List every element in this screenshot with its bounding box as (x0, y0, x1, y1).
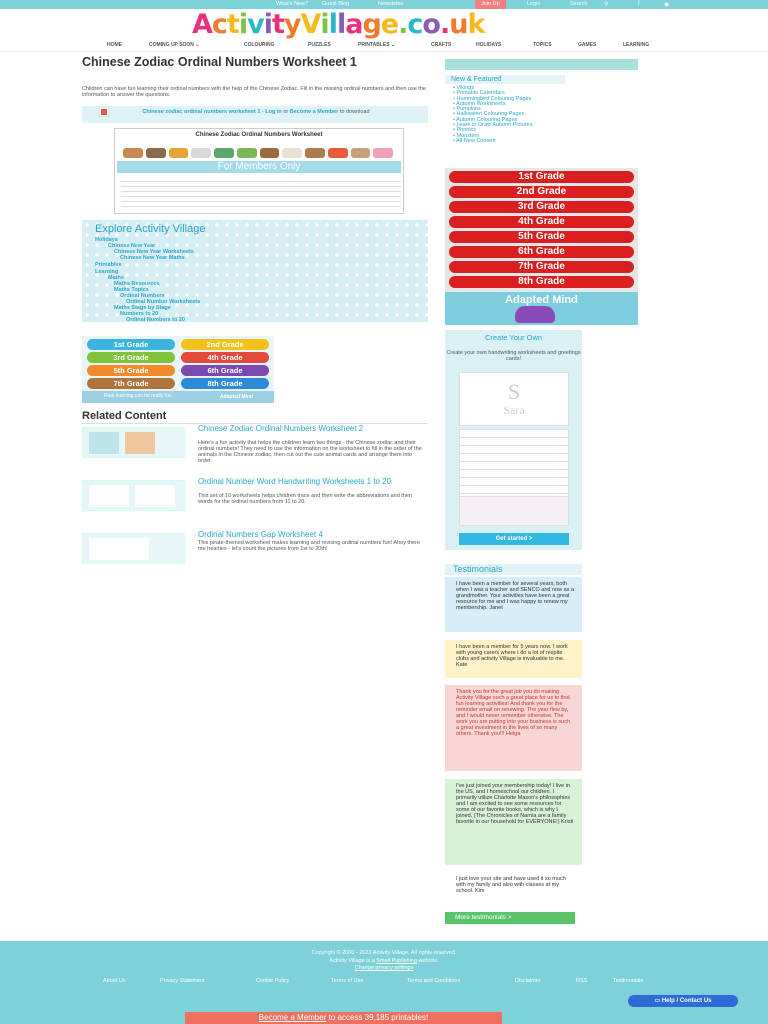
nav-topics[interactable]: TOPICS (533, 42, 552, 48)
greeting-card-preview[interactable] (459, 496, 569, 526)
grade-1-pill[interactable]: 1st Grade (87, 339, 175, 350)
nav-games[interactable]: GAMES (578, 42, 597, 48)
login-link-inline[interactable]: Log in (265, 109, 282, 115)
footer-testimonials[interactable]: Testimonials (613, 978, 644, 984)
create-desc: Create your own handwriting worksheets and greetings cards! (446, 350, 581, 362)
side-grade-5[interactable]: 5th Grade (449, 231, 634, 243)
nf-item[interactable]: • Learn to Draw Autumn Pictures (453, 123, 603, 128)
related-desc-1: Here's a fun activity that helps the children learn two things - the Chinese zodiac and their ordinal numbers! They need to use the information on the worksheet to fill in the order of the animals in the Chinese zodiac, then cut out the cute animal cards and arrange them into order. (198, 440, 422, 464)
footer-privacy[interactable]: Privacy Statement (160, 978, 205, 984)
login-link[interactable]: Login (527, 1, 541, 7)
zodiac-animals-image (123, 148, 393, 158)
explore-learning[interactable]: Learning (95, 269, 119, 275)
footer-copyright: Copyright © 2000 - 2023 Activity Village. All rights reserved. (311, 950, 457, 956)
explore-holidays[interactable]: Holidays (95, 237, 118, 243)
rss-icon[interactable]: ◉ (664, 2, 670, 8)
explore-numbers-to-20[interactable]: Numbers to 20 (120, 311, 159, 317)
nav-printables[interactable]: PRINTABLES ⌄ (358, 42, 396, 48)
nf-item[interactable]: • Phonics (453, 128, 603, 133)
footer-publisher: Activity Village is a Small Publishing website. (329, 958, 439, 964)
testimonial-card: I have been a member for 5 years now. I work with young carers where I do a lot of respite clubs and activity Village is invaluable to me. Kate (445, 640, 582, 678)
related-desc-3: This pirate-themed worksheet makes learning and revising ordinal numbers fun! Ahoy there me hearties - let's count the pictures from 1st to 20th! (198, 540, 420, 552)
privacy-settings-link[interactable]: Change privacy settings (354, 965, 414, 971)
nf-item[interactable]: • Vikings (453, 86, 603, 91)
join-up-link[interactable]: Join Up (475, 0, 506, 9)
nf-item[interactable]: • All New Content (453, 139, 603, 144)
testimonial-card: Thank you for the great job you do making Activity Village such a great place for us to find fun learning activities! And thank you for the reminder email on renewing. The year flew by, and I would never remember otherwise. The work you are putting into your business is such a great investment in the lives of so many others. Thank you!!! Helga (445, 685, 582, 771)
nf-item[interactable]: • Hummingbird Colouring Pages (453, 97, 603, 102)
nf-item[interactable]: • Halloween Colouring Pages (453, 112, 603, 117)
nav-learning[interactable]: LEARNING (623, 42, 650, 48)
grades-ad-small[interactable] (82, 336, 274, 403)
worksheet-download-link[interactable]: Chinese zodiac ordinal numbers worksheet 1 (142, 109, 261, 115)
explore-maths-resources[interactable]: Maths Resources (114, 281, 160, 287)
grade-7-pill[interactable]: 7th Grade (87, 378, 175, 389)
explore-maths-stage[interactable]: Maths Stage by Stage (114, 305, 171, 311)
create-heading: Create Your Own (484, 333, 543, 342)
footer-terms-use[interactable]: Terms of Use (331, 978, 364, 984)
related-thumb-2[interactable] (82, 480, 185, 511)
whats-new-link[interactable]: What's New? (276, 1, 309, 7)
explore-heading: Explore Activity Village (95, 223, 206, 235)
nav-home[interactable]: HOME (107, 42, 122, 48)
newsletter-link[interactable]: Newsletter (378, 1, 404, 7)
download-line: Chinese zodiac ordinal numbers worksheet 1 - Log in or Become a Member to download (142, 109, 370, 115)
create-your-own-box (445, 330, 582, 550)
become-member-banner[interactable]: Become a Member to access 39,185 printables! (185, 1012, 502, 1024)
new-featured-list (453, 86, 603, 144)
preview-heading: Chinese Zodiac Ordinal Numbers Worksheet (195, 132, 323, 138)
explore-ordinal-numbers[interactable]: Ordinal Numbers (120, 293, 165, 299)
adapted-mind-strip: Real learning can be really fun. Adapted Mind (82, 391, 274, 403)
explore-maths[interactable]: Maths (108, 275, 124, 281)
grade-3-pill[interactable]: 3rd Grade (87, 352, 175, 363)
side-grade-4[interactable]: 4th Grade (449, 216, 634, 228)
testimonials-heading: Testimonials (445, 564, 582, 575)
grade-8-pill[interactable]: 8th Grade (181, 378, 269, 389)
footer-disclaimer[interactable]: Disclaimer (515, 978, 541, 984)
testimonial-card: I have been a member for several years, both when I was a teacher and SENCO and now as a grandmother. Your activities have been a great resource for me and I was happy to renew my membership. Janet (445, 577, 582, 632)
nf-item[interactable]: • Autumn Colouring Pages (453, 118, 603, 123)
explore-cny-worksheets[interactable]: Chinese New Year Worksheets (114, 249, 194, 255)
grade-4-pill[interactable]: 4th Grade (181, 352, 269, 363)
footer-cookie[interactable]: Cookie Policy (256, 978, 290, 984)
worksheet-preview[interactable] (114, 128, 404, 214)
more-testimonials-button[interactable]: More testimonials > (445, 912, 575, 924)
chat-icon: ▭ (654, 998, 662, 1004)
related-desc-2: This set of 10 worksheets helps children trace and then write the abbreviations and then words for the ordinal numbers from 11 to 20. (198, 493, 413, 505)
new-featured-heading: New & Featured (445, 75, 565, 84)
become-member-link[interactable]: Become a Member (289, 109, 339, 115)
side-grade-2[interactable]: 2nd Grade (449, 186, 634, 198)
explore-box (82, 220, 428, 322)
get-started-button[interactable]: Get started > (459, 533, 569, 545)
main-nav (0, 38, 768, 52)
side-grade-3[interactable]: 3rd Grade (449, 201, 634, 213)
nf-item[interactable]: • Monsters (453, 134, 603, 139)
worksheet-lines (121, 177, 401, 211)
related-title-2[interactable]: Ordinal Number Word Handwriting Worksheets 1 to 20 (198, 477, 392, 486)
adapted-mind-logo: Adapted Mind (445, 292, 638, 325)
explore-maths-topics[interactable]: Maths Topics (114, 287, 149, 293)
nav-crafts[interactable]: CRAFTS (431, 42, 452, 48)
name-card-preview[interactable]: S Sara (459, 372, 569, 426)
related-title-3[interactable]: Ordinal Numbers Gap Worksheet 4 (198, 530, 323, 539)
explore-chinese-new-year[interactable]: Chinese New Year (108, 243, 156, 249)
footer-rss[interactable]: RSS (576, 978, 588, 984)
related-heading: Related Content (82, 410, 428, 424)
nav-colouring[interactable]: COLOURING (244, 42, 275, 48)
nav-puzzles[interactable]: PUZZLES (308, 42, 331, 48)
facebook-icon[interactable]: f (638, 1, 640, 7)
members-only-banner: For Members Only (117, 161, 401, 173)
side-grade-1[interactable]: 1st Grade (449, 171, 634, 183)
grade-5-pill[interactable]: 5th Grade (87, 365, 175, 376)
grades-ad-large[interactable] (445, 168, 638, 325)
explore-cny-maths[interactable]: Chinese New Year Maths (120, 255, 185, 261)
guest-blog-link[interactable]: Guest Blog (322, 1, 350, 7)
side-grade-7[interactable]: 7th Grade (449, 261, 634, 273)
explore-ordinal-to-20[interactable]: Ordinal Numbers to 20 (126, 317, 185, 323)
top-bar (0, 0, 768, 9)
nf-item[interactable]: • Pumpkins (453, 107, 603, 112)
search-link[interactable]: Search (570, 1, 588, 7)
page-intro: Children can have fun learning their ordinal numbers with the help of the Chinese Zodiac. Fill in the missing ordinal numbers and then use the information to answer the questions. (82, 86, 426, 98)
footer-terms-conditions[interactable]: Terms and Conditions (407, 978, 461, 984)
related-thumb-3[interactable] (82, 533, 185, 564)
download-box (82, 106, 428, 123)
testimonial-card: I've just joined your membership today! I live in the US, and I homeschool our children. I primarily utilize Charlotte Mason's philosophies and I am excited to see some resources for some of our favorite books, which is why I joined. (The Chronicles of Narnia are a family favorite in our household for EVERYONE!) Kristi (445, 779, 582, 865)
footer-about[interactable]: About Us (103, 978, 126, 984)
related-title-1[interactable]: Chinese Zodiac Ordinal Numbers Worksheet 2 (198, 424, 364, 433)
nav-coming-up-soon[interactable]: COMING UP SOON ⌄ (149, 42, 200, 48)
testimonial-card: I just love your site and have used it so much with my family and also with classes at my school. Kim (445, 872, 582, 905)
help-contact-button[interactable]: ▭ Help / Contact Us (628, 995, 738, 1007)
side-grade-8[interactable]: 8th Grade (449, 276, 634, 288)
nf-item[interactable]: • Printable Calendars (453, 91, 603, 96)
small-publishing-link[interactable]: Small Publishing (376, 958, 417, 964)
grade-6-pill[interactable]: 6th Grade (181, 365, 269, 376)
side-grade-6[interactable]: 6th Grade (449, 246, 634, 258)
grade-2-pill[interactable]: 2nd Grade (181, 339, 269, 350)
explore-printables[interactable]: Printables (95, 262, 122, 268)
related-thumb-1[interactable] (82, 427, 185, 458)
site-logo[interactable]: ActivityVillage.co.uk (192, 9, 485, 40)
nf-item[interactable]: • Autumn Worksheets (453, 102, 603, 107)
monster-icon (515, 306, 555, 323)
nav-holidays[interactable]: HOLIDAYS (476, 42, 502, 48)
explore-ordinal-worksheets[interactable]: Ordinal Number Worksheets (126, 299, 201, 305)
sidebar-banner (445, 59, 638, 70)
page-title: Chinese Zodiac Ordinal Numbers Worksheet 1 (82, 55, 357, 69)
search-icon[interactable]: ⚲ (604, 2, 609, 8)
